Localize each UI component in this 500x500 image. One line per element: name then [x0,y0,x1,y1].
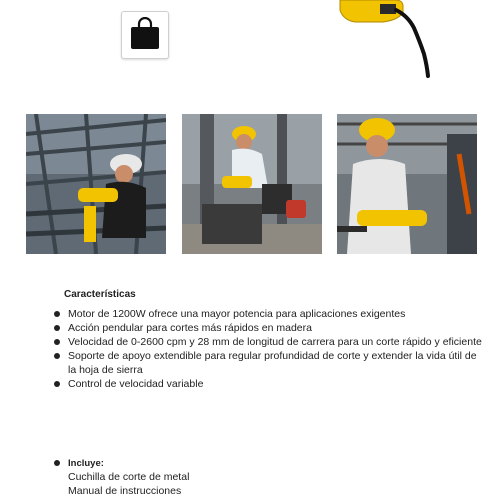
shopping-bag-icon [128,17,162,53]
feature-item: Acción pendular para cortes más rápidos en madera [54,321,484,335]
feature-item: Velocidad de 0-2600 cpm y 28 mm de longitud de carrera para un corte rápido y eficiente [54,335,484,349]
worker-sawing-pipe-photo[interactable] [337,114,477,254]
features-heading: Características [64,289,136,300]
feature-item: Soporte de apoyo extendible para regular profundidad de corte y extender la vida útil de la hoja de sierra [54,349,484,377]
features-list [54,307,484,391]
saw-product-image [330,0,440,80]
worker-cutting-scaffold-photo[interactable] [26,114,166,254]
includes-item: Manual de instrucciones [68,485,182,497]
includes-heading: Incluye: [54,457,354,470]
product-top-area [0,0,500,95]
includes-item: Cuchilla de corte de metal [68,471,190,483]
worker-kneeling-cutting-photo[interactable] [182,114,322,254]
feature-item: Motor de 1200W ofrece una mayor potencia para aplicaciones exigentes [54,307,484,321]
bag-thumbnail-button[interactable] [121,11,169,59]
includes-section [54,457,354,498]
feature-item: Control de velocidad variable [54,377,484,391]
